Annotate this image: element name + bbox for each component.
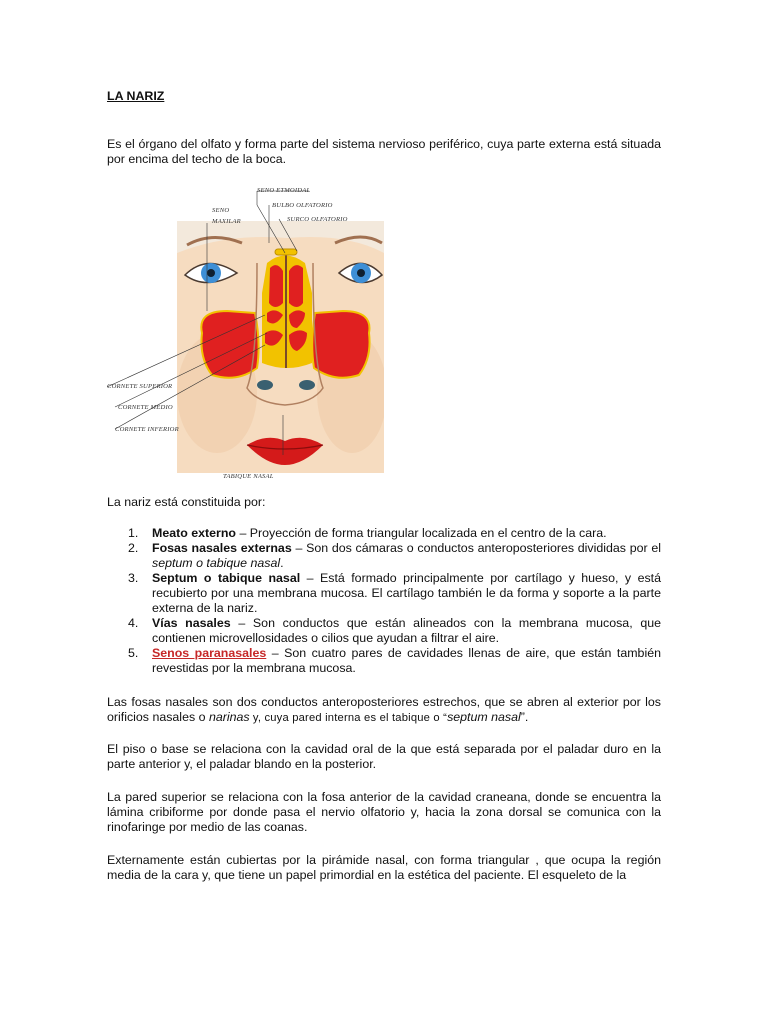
list-term: Meato externo	[152, 526, 236, 540]
nasal-anatomy-figure	[107, 183, 384, 483]
list-item	[128, 526, 661, 541]
label-bulbo-olfatorio: BULBO OLFATORIO	[272, 202, 333, 209]
nasal-anatomy-illustration	[107, 183, 384, 483]
nose-parts-list	[107, 526, 661, 676]
externa-paragraph: Externamente están cubiertas por la pirámide nasal, con forma triangular , que ocupa la región media de la cara y, que tiene un papel primordial en la estética del paciente. El esqueleto de la	[107, 853, 661, 882]
list-term: Vías nasales	[152, 616, 231, 630]
list-number: 2.	[128, 541, 139, 555]
fosas-septum: septum nasal	[447, 710, 521, 724]
list-item	[128, 571, 661, 616]
pared-paragraph: La pared superior se relaciona con la fosa anterior de la cavidad craneana, donde se encuentra la lámina cribiforme por donde pasa el nervio olfatorio y, hacia la zona dorsal se comunica con la rinofaringe por medio de las coanas.	[107, 790, 661, 834]
list-text: – Está formado principalmente por cartílago y hueso, y está recubierto por una membrana mucosa. El cartílago también le da forma y soporte a la parte externa de la nariz.	[152, 571, 661, 615]
piso-paragraph: El piso o base se relaciona con la cavidad oral de la que está separada por el paladar duro en la parte anterior y, el paladar blando en la posterior.	[107, 742, 661, 771]
fosas-text-c: ”.	[520, 710, 529, 724]
fosas-text-b: y, cuya pared interna es el tabique o “	[249, 712, 448, 724]
list-item	[128, 616, 662, 646]
list-number: 4.	[128, 616, 139, 630]
label-cornete-medio: CORNETE MEDIO	[118, 404, 173, 411]
list-number: 1.	[128, 526, 139, 540]
list-text: – Son cuatro pares de cavidades llenas de aire, que están también revestidas por la membrana mucosa.	[152, 646, 661, 675]
fosas-paragraph	[107, 695, 661, 726]
list-term: Fosas nasales externas	[152, 541, 292, 555]
label-seno-etmoidal: SENO ETMOIDAL	[257, 187, 311, 194]
list-item	[128, 646, 661, 676]
label-surco-olfatorio: SURCO OLFATORIO	[287, 216, 348, 223]
label-cornete-inferior: CORNETE INFERIOR	[115, 426, 179, 433]
list-tail: .	[280, 556, 284, 570]
fosas-text-a: Las fosas nasales son dos conductos anteroposteriores estrechos, que se abren al exterior por los orificios nasales o	[107, 695, 661, 724]
label-maxilar: MAXILAR	[212, 218, 241, 225]
fosas-narinas: narinas	[208, 710, 250, 724]
label-tabique-nasal: TABIQUE NASAL	[223, 473, 274, 480]
list-number: 5.	[128, 646, 139, 660]
list-text: – Son conductos que están alineados con la membrana mucosa, que contienen microvellosidades o cilios que ayudan a filtrar el aire.	[152, 616, 662, 645]
constituted-intro: La nariz está constituida por:	[107, 495, 266, 509]
list-item	[128, 541, 662, 571]
list-italic: septum o tabique nasal	[152, 556, 281, 570]
list-text: – Son dos cámaras o conductos anteroposteriores divididas por el	[291, 541, 662, 555]
list-term: Septum o tabique nasal	[152, 571, 301, 585]
senos-paranasales-link[interactable]: Senos paranasales	[152, 646, 267, 660]
list-text: – Proyección de forma triangular localizada en el centro de la cara.	[236, 526, 607, 540]
page-title: LA NARIZ	[107, 89, 165, 103]
label-cornete-superior: CORNETE SUPERIOR	[107, 383, 173, 390]
intro-paragraph: Es el órgano del olfato y forma parte del sistema nervioso periférico, cuya parte externa está situada por encima del techo de la boca.	[107, 137, 661, 166]
label-seno: SENO	[212, 207, 230, 214]
list-number: 3.	[128, 571, 139, 585]
